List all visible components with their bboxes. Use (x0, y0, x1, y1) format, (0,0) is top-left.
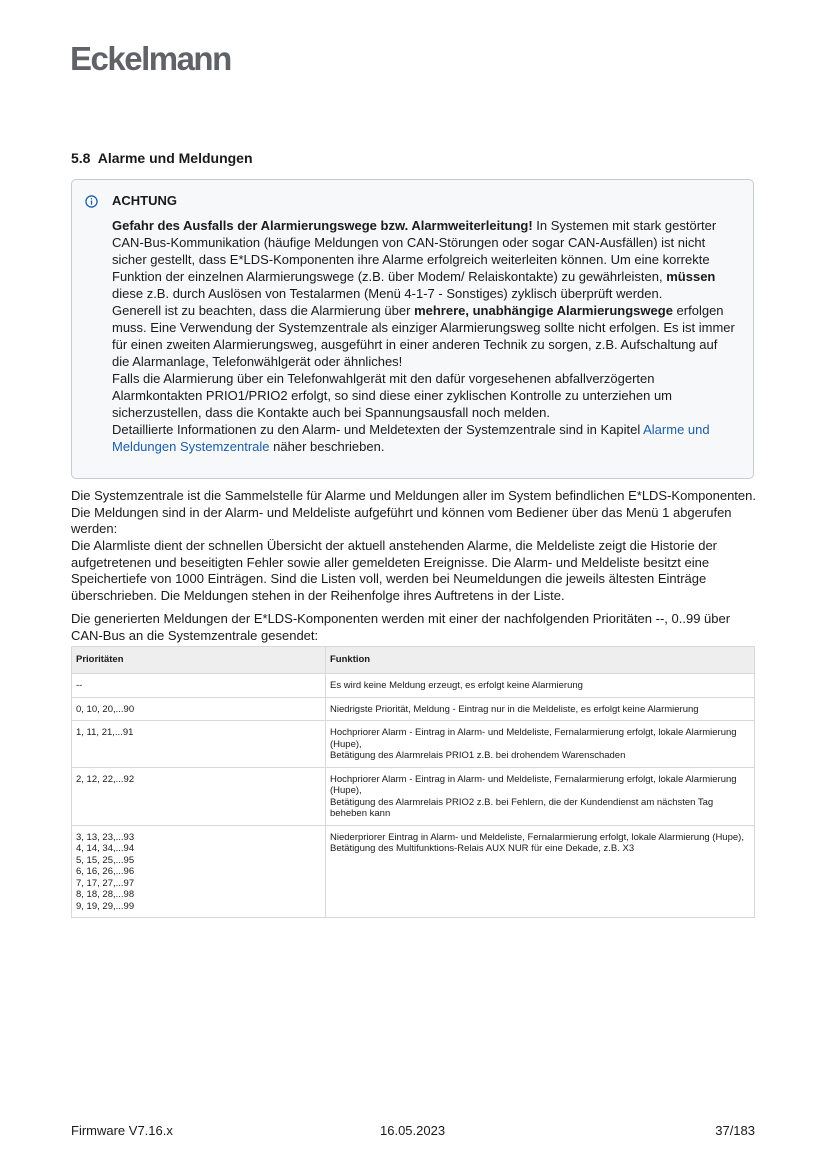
notice-body (112, 217, 737, 455)
priority-value: 1, 11, 21,...91 (76, 727, 134, 738)
table-row (72, 825, 755, 918)
section-title: Alarme und Meldungen (97, 150, 253, 166)
function-text: Hochpriorer Alarm - Eintrag in Alarm- und Meldeliste, Fernalarmierung erfolgt, lokale Alarmierung (Hupe), (330, 727, 737, 750)
body-paragraph-3: Die generierten Meldungen der E*LDS-Komponenten werden mit einer der nachfolgenden Prioritäten --, 0..99 über CAN-Bus an die Systemzentrale gesendet: (71, 611, 731, 643)
function-cell (326, 825, 755, 918)
body-paragraph-2: Die Alarmliste dient der schnellen Übersicht der aktuell anstehenden Alarme, die Meldeliste zeigt die Historie der aufgetretenen und beseitigten Fehler sowie aller gemeldeten Ereignisse. Die Alarm- und Meldeliste besitzt eine Speichertiefe von 1000 Einträgen. Sind die Listen voll, werden bei Neumeldungen die jeweils ältesten Einträge überschrieben. Die Meldungen stehen in der Reihenfolge ihres Auftretens in der Liste. (71, 538, 718, 603)
footer-firmware: Firmware V7.16.x (71, 1123, 173, 1138)
priority-value: 4, 14, 34,...94 (76, 843, 135, 854)
column-header-priority: Prioritäten (72, 647, 326, 674)
priority-value: 7, 17, 27,...97 (76, 877, 135, 889)
table-body (72, 674, 755, 918)
priority-value: 8, 18, 28,...98 (76, 889, 135, 900)
warning-notice (71, 179, 754, 479)
priority-value: 6, 16, 26,...96 (76, 866, 135, 877)
priority-cell (72, 767, 326, 825)
priority-value: -- (76, 680, 83, 691)
priority-cell (72, 674, 326, 698)
section-heading (71, 150, 253, 166)
priority-table (71, 646, 755, 918)
priority-cell (72, 697, 326, 721)
notice-paragraph: Generell ist zu beachten, dass die Alarmierung über mehrere, unabhängige Alarmierungswege erfolgen muss. Eine Verwendung der Systemzentrale als einziger Alarmierungsweg sollte nicht erfolgen. Es ist immer für einen zweiten Alarmierungsweg, ausgeführt in einer anderen Technik zu sorgen, z.B. Aufschaltung auf die Alarmanlage, Telefonwählgerät oder ähnliches! (112, 303, 735, 369)
notice-paragraph: Gefahr des Ausfalls der Alarmierungswege bzw. Alarmweiterleitung! In Systemen mit stark gestörter CAN-Bus-Kommunikation (häufige Meldungen von CAN-Störungen oder sogar CAN-Ausfällen) ist nicht sicher gestellt, dass E*LDS-Komponenten ihre Alarme erfolgreich weiterleiten können. Um eine korrekte Funktion der einzelnen Alarmierungswege (z.B. über Modem/ Relaiskontakte) zu gewährleisten, müssen diese z.B. durch Auslösen von Testalarmen (Menü 4-1-7 - Sonstiges) zyklisch überprüft werden. (112, 218, 717, 301)
function-text: Hochpriorer Alarm - Eintrag in Alarm- und Meldeliste, Fernalarmierung erfolgt, lokale Alarmierung (Hupe), (330, 773, 737, 796)
function-cell (326, 674, 755, 698)
priority-value: 0, 10, 20,...90 (76, 703, 135, 715)
notice-paragraph: Falls die Alarmierung über ein Telefonwahlgerät mit den dafür vorgesehenen abfallverzögerten Alarmkontakten PRIO1/PRIO2 erfolgt, so sind diese einer zyklischen Kontrolle zu unterziehen um sicherzustellen, dass die Kontakte auch bei Spannungsausfall noch melden. (112, 371, 672, 420)
table-row (72, 767, 755, 825)
priority-cell (72, 721, 326, 768)
priority-cell (72, 825, 326, 918)
function-text: Es wird keine Meldung erzeugt, es erfolgt keine Alarmierung (330, 680, 583, 691)
function-text: Niedrigste Priorität, Meldung - Eintrag nur in die Meldeliste, es erfolgt keine Alarmierung (330, 703, 699, 715)
priority-value: 9, 19, 29,...99 (76, 900, 135, 912)
table-row (72, 721, 755, 768)
footer-date: 16.05.2023 (380, 1123, 446, 1138)
table-header-row (72, 647, 755, 674)
function-text: Betätigung des Alarmrelais PRIO1 z.B. bei drohendem Warenschaden (330, 750, 626, 761)
body-paragraph-1: Die Systemzentrale ist die Sammelstelle für Alarme und Meldungen aller im System befindlichen E*LDS-Komponenten. Die Meldungen sind in der Alarm- und Meldeliste aufgeführt und können vom Bediener über das Menü 1 abgerufen werden: (71, 488, 756, 536)
chapter-link[interactable]: Alarme und Meldungen Systemzentrale (112, 422, 710, 454)
info-icon (85, 195, 98, 208)
table-row (72, 674, 755, 698)
footer-page-number: 37/183 (715, 1123, 755, 1138)
priority-value: 5, 15, 25,...95 (76, 854, 135, 866)
function-text: Betätigung des Multifunktions-Relais AUX NUR für eine Dekade, z.B. X3 (330, 843, 635, 854)
function-text: Niederpriorer Eintrag in Alarm- und Meldeliste, Fernalarmierung erfolgt, lokale Alarmierung (Hupe), (330, 831, 744, 843)
priority-value: 3, 13, 23,...93 (76, 831, 135, 843)
function-text: Betätigung des Alarmrelais PRIO2 z.B. bei Fehlern, die der Kundendienst am nächsten Tag beheben kann (330, 796, 714, 819)
notice-paragraph: Detaillierte Informationen zu den Alarm- und Meldetexten der Systemzentrale sind in Kapitel Alarme und Meldungen Systemzentrale näher beschrieben. (112, 422, 710, 454)
table-row (72, 697, 755, 721)
notice-heading: ACHTUNG (112, 193, 177, 208)
column-header-function: Funktion (326, 647, 755, 674)
function-cell (326, 767, 755, 825)
company-logo: Eckelmann (70, 40, 231, 77)
function-cell (326, 721, 755, 768)
section-number: 5.8 (71, 150, 91, 166)
priority-value: 2, 12, 22,...92 (76, 773, 135, 785)
function-cell (326, 697, 755, 721)
